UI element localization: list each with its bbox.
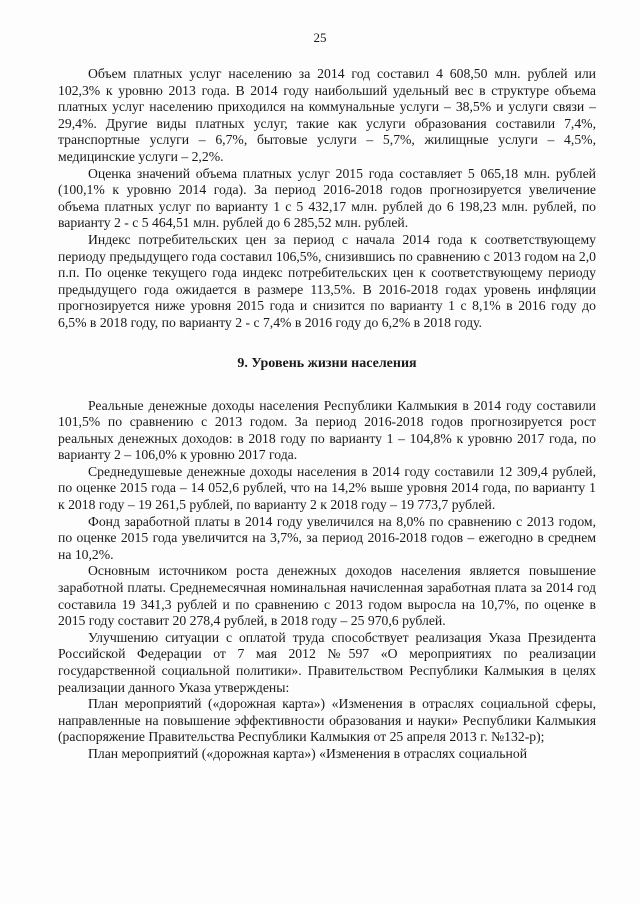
paragraph-real-income: Реальные денежные доходы населения Республики Калмыкия в 2014 году составили 101,5% по сравнению с 2013 годом. За период 2016-2018 годов прогнозируется рост реальных денежных доходов: в 2018 году по варианту 1 – 104,8% к уровню 2017 года, по варианту 2 – 106,0% к уровню 2017 года. [58, 397, 596, 463]
paragraph-roadmap-social: План мероприятий («дорожная карта») «Изменения в отраслях социальной [88, 745, 528, 761]
paragraph-per-capita-income: Среднедушевые денежные доходы населения в 2014 году составили 12 309,4 рублей, по оценке 2015 года – 14 052,6 рублей, что на 14,2% выше уровня 2014 года, по варианту 1 к 2018 году – 19 261,5 рублей, по варианту 2 к 2018 году – 19 773,7 рублей. [58, 463, 596, 513]
page-number: 25 [313, 30, 327, 45]
section-heading: 9. Уровень жизни населения [237, 355, 417, 371]
paragraph-consumer-price-index: Индекс потребительских цен за период с начала 2014 года к соответствующему периоду предыдущего года составил 106,5%, снизившись по сравнению с 2013 годом на 2,0 п.п. По оценке текущего года индекс потребительских цен к соответствующему периоду предыдущего года ожидается в размере 113,5%. В 2016-2018 годах уровень инфляции прогнозируется ниже уровня 2015 года и снизится по варианту 1 с 8,1% в 2016 году до 6,5% в 2018 году, по варианту 2 - с 7,4% в 2016 году до 6,2% в 2018 году. [58, 231, 596, 330]
document-body [58, 66, 596, 763]
paragraph-average-wage: Основным источником роста денежных доходов населения является повышение заработной платы. Среднемесячная номинальная начисленная заработная плата за 2014 год составила 19 341,3 рублей и по сравнению с 2013 годом выросла на 10,7%, по оценке в 2015 году составит 20 278,4 рублей, в 2018 году – 25 970,6 рублей. [58, 563, 596, 629]
paragraph-wage-fund: Фонд заработной платы в 2014 году увеличился на 8,0% по сравнению с 2013 годом, по оценке 2015 года увеличится на 3,7%, за период 2016-2018 годов – ежегодно в среднем на 10,2%. [58, 513, 596, 562]
paragraph-roadmap-education: План мероприятий («дорожная карта») «Изменения в отраслях социальной сферы, направленные на повышение эффективности образования и науки» Республики Калмыкия (распоряжение Правительства Республики Калмыкия от 25 апреля 2013 г. №132-р); [58, 696, 596, 745]
paragraph-paid-services-forecast: Оценка значений объема платных услуг 2015 года составляет 5 065,18 млн. рублей (100,1% к уровню 2014 года). За период 2016-2018 годов прогнозируется увеличение объема платных услуг по варианту 1 с 5 432,17 млн. рублей до 6 198,23 млн. рублей, по варианту 2 - с 5 464,51 млн. рублей до 6 285,52 млн. рублей. [58, 165, 596, 231]
paragraph-presidential-decree: Улучшению ситуации с оплатой труда способствует реализация Указа Президента Российской Федерации от 7 мая 2012 №597 «О мероприятиях по реализации государственной социальной политики». Правительством Республики Калмыкия в целях реализации данного Указа утверждены: [58, 629, 596, 695]
paragraph-paid-services-volume: Объем платных услуг населению за 2014 год составил 4 608,50 млн. рублей или 102,3% к уровню 2013 года. В 2014 году наибольший удельный вес в структуре объема платных услуг населению приходился на коммунальные услуги – 38,5% и услуги связи – 29,4%. Другие виды платных услуг, такие как услуги образования составили 7,4%, транспортные услуги – 6,7%, бытовые услуги – 5,7%, жилищные услуги – 4,5%, медицинские услуги – 2,2%. [58, 66, 596, 164]
